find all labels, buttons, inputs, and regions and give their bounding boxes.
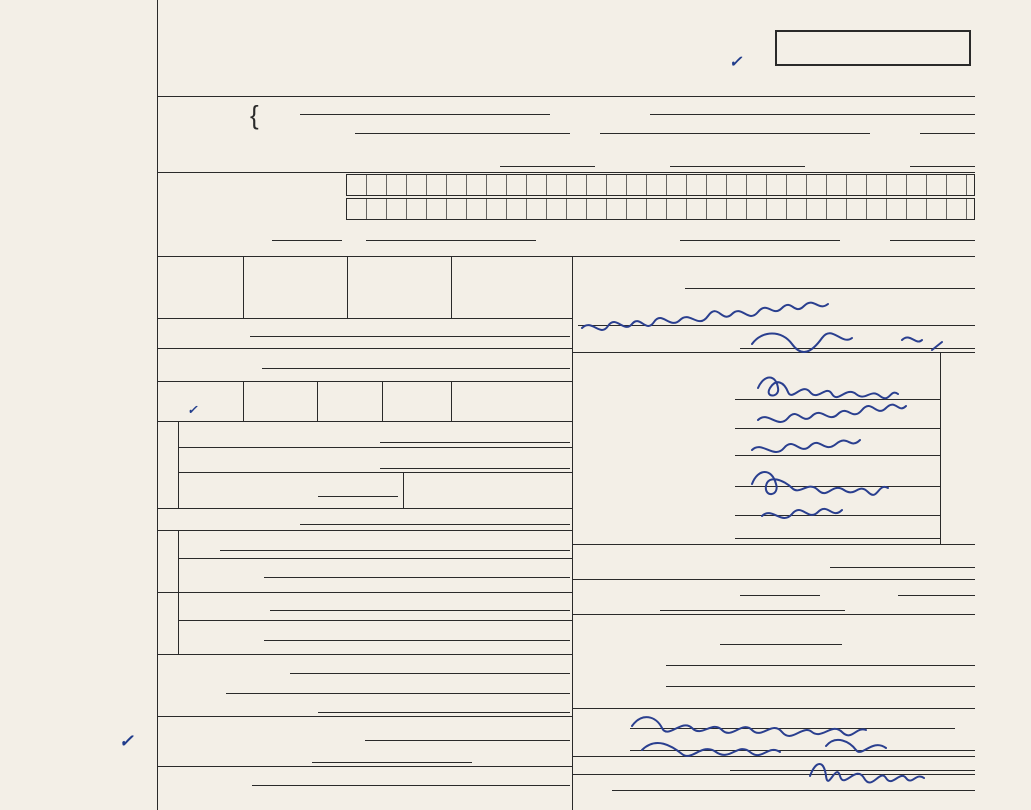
surname-box <box>346 174 975 196</box>
check-mark-icon: ✓ <box>730 51 742 72</box>
reg-number-box <box>775 30 971 66</box>
check-mark-icon: ✓ <box>120 728 134 752</box>
cause-line-5-scribble <box>762 509 842 518</box>
signature-scribble <box>632 717 866 736</box>
handwritten-scribbles <box>572 300 975 800</box>
cause-line-2-scribble <box>758 405 906 422</box>
cause-line-1-scribble <box>758 378 898 399</box>
cause-line-3-scribble <box>752 440 860 452</box>
check-mark-icon: ✓ <box>188 402 198 418</box>
given-box <box>346 198 975 220</box>
certify-from-scribble <box>582 303 828 330</box>
cause-line-4-scribble <box>752 472 888 495</box>
last-seen-scribble <box>752 333 942 352</box>
margin-divider <box>157 0 158 810</box>
registrar-signature-scribble <box>810 764 924 783</box>
brace-icon: { <box>250 100 259 130</box>
medical-address-scribble <box>642 740 886 756</box>
